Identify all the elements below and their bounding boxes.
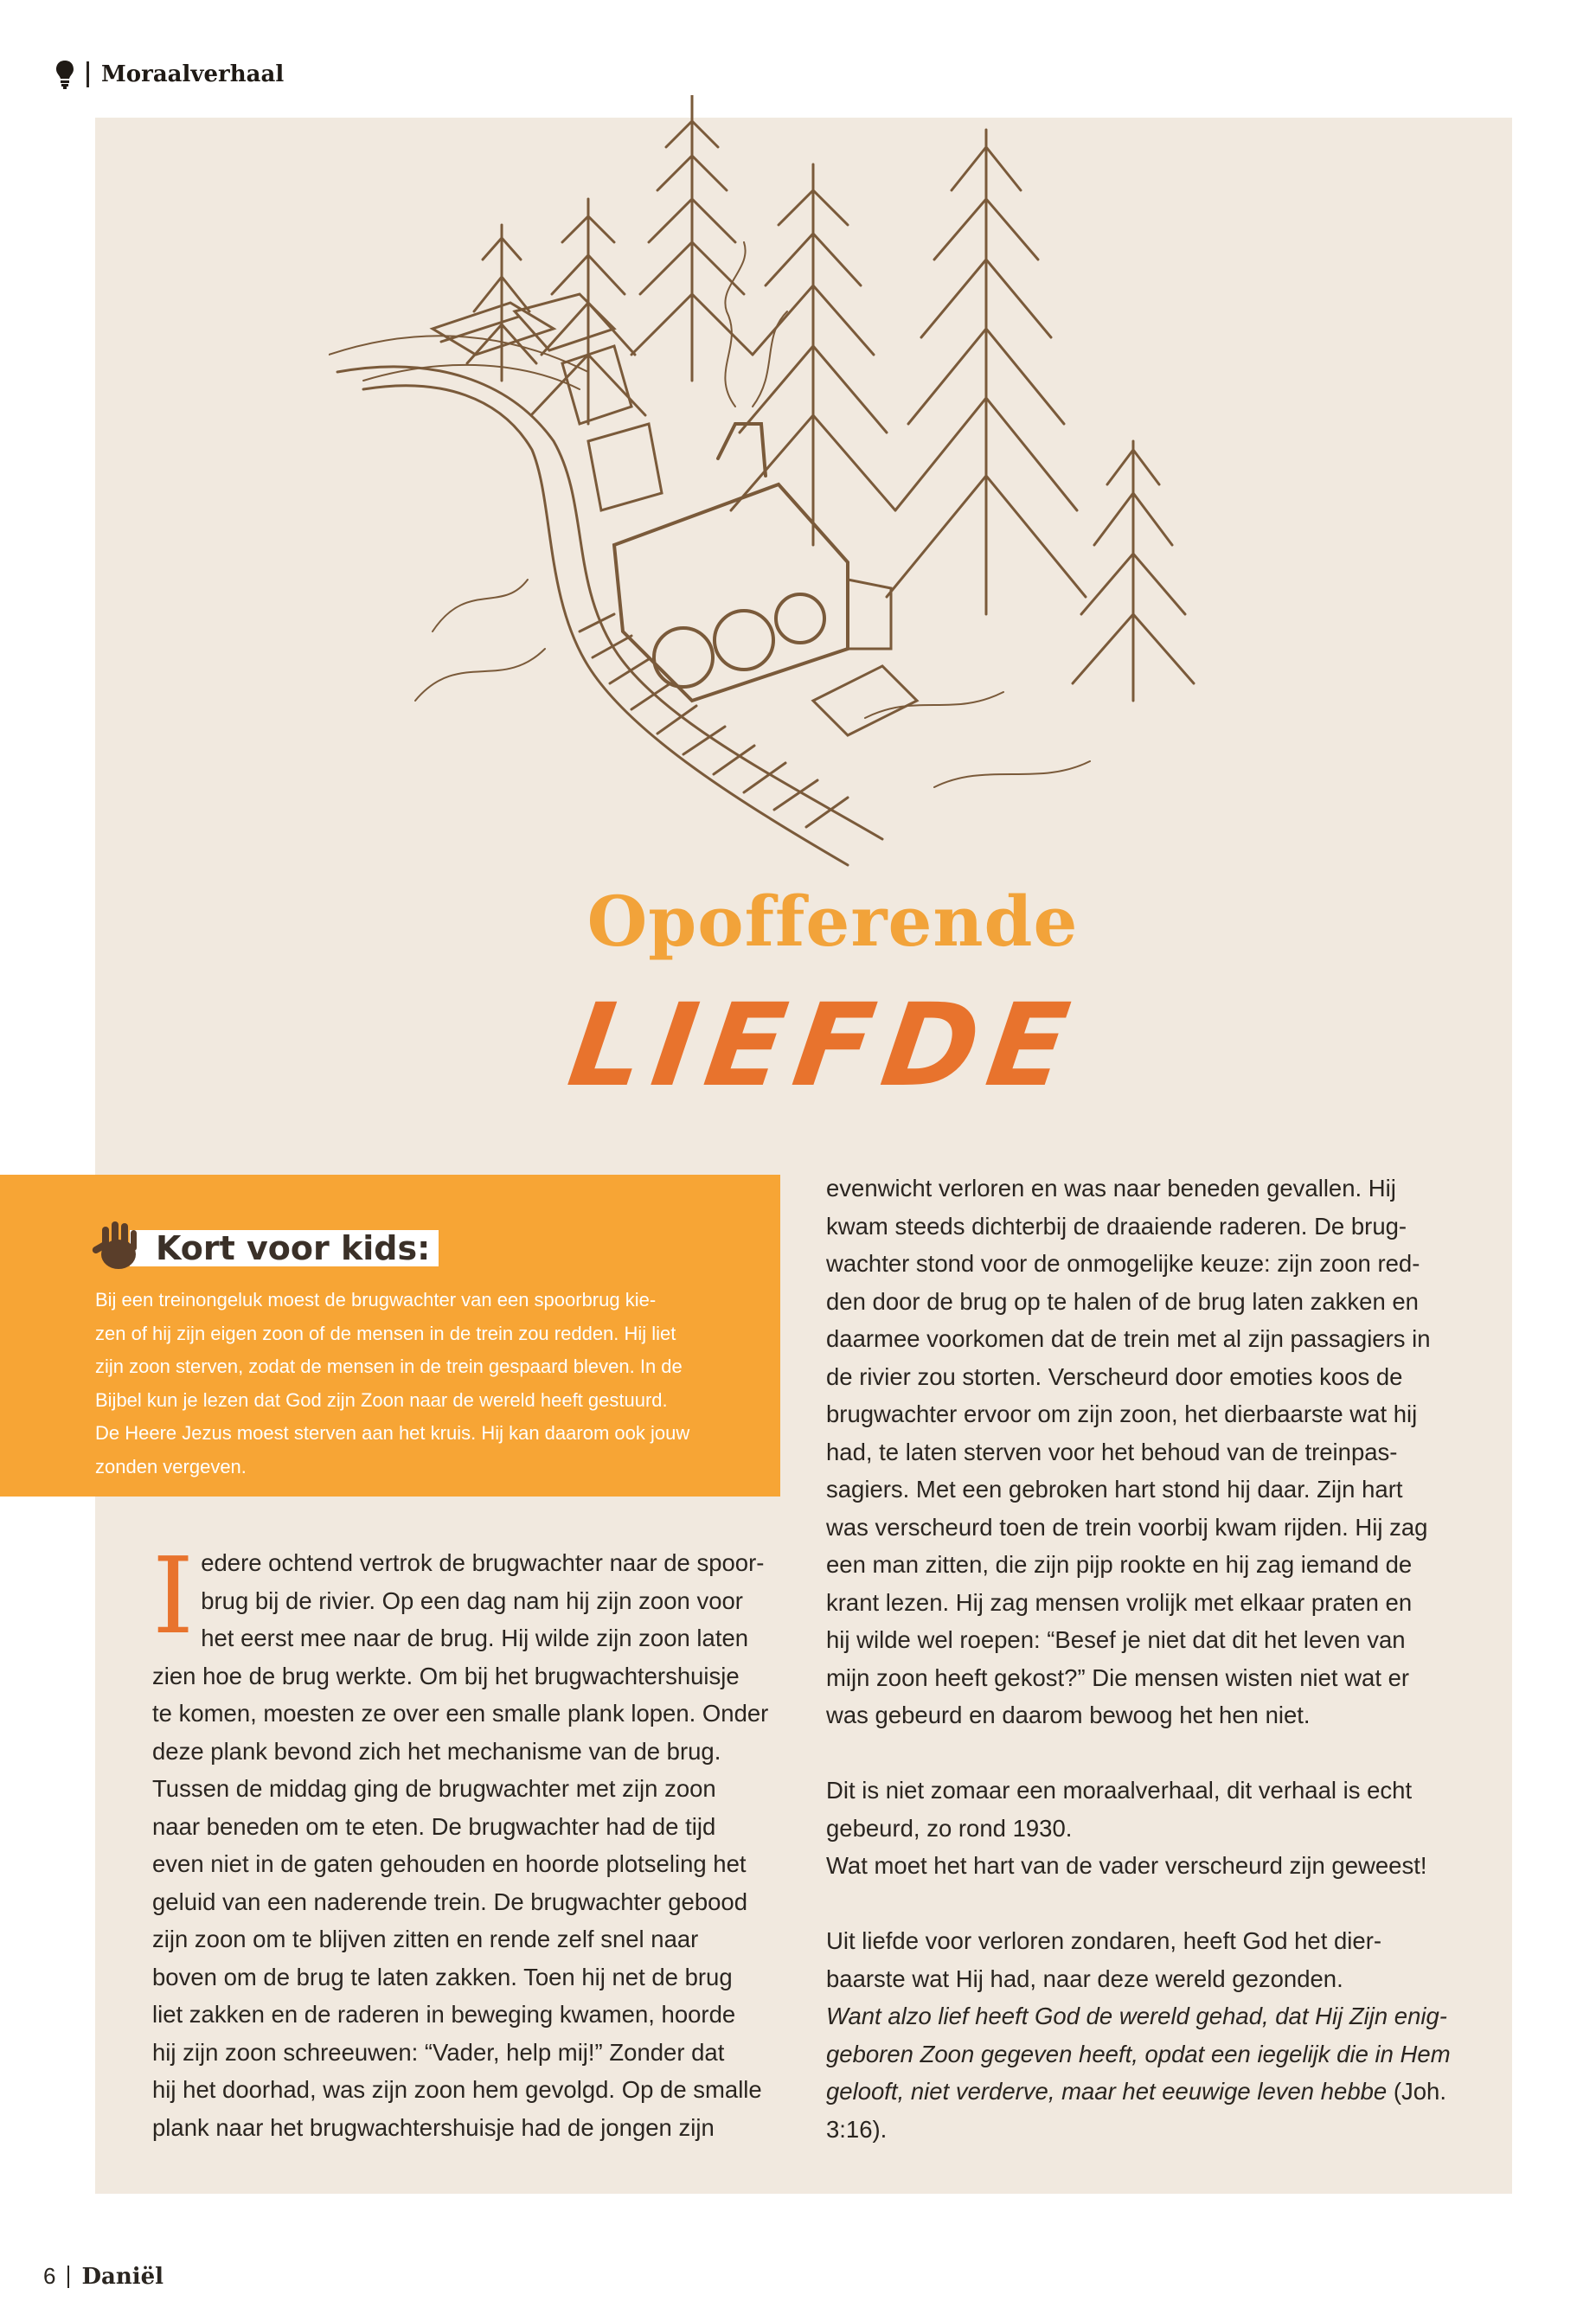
story-line: naar beneden om te eten. De brugwachter had de tijd [152, 1812, 716, 1840]
quote-reference-end: 3:16). [826, 2115, 888, 2143]
magazine-name: Daniël [81, 2263, 164, 2290]
story-line: edere ochtend vertrok de brugwachter naar de spoor- [201, 1549, 765, 1576]
story-line: den door de brug op te halen of de brug laten zakken en [826, 1287, 1419, 1315]
kids-text-line: zonden vergeven. [95, 1455, 247, 1477]
story-line: Tussen de middag ging de brugwachter met zijn zoon [152, 1775, 716, 1802]
kids-box-title: Kort voor kids: [130, 1230, 439, 1266]
quote-reference: (Joh. [1387, 2078, 1446, 2105]
section-title: Moraalverhaal [101, 61, 285, 87]
bible-quote-line: geboren Zoon gegeven heeft, opdat een iegelijk die in Hem [826, 2040, 1451, 2067]
page-header [55, 57, 284, 92]
story-line: kwam steeds dichterbij de draaiende raderen. De brug- [826, 1212, 1407, 1240]
story-line: had, te laten sterven voor het behoud van de treinpas- [826, 1438, 1398, 1465]
story-line: gebeurd, zo rond 1930. [826, 1814, 1073, 1842]
story-line: deze plank bevond zich het mechanisme van de brug. [152, 1737, 721, 1765]
story-line: wachter stond voor de onmogelijke keuze: zijn zoon red- [826, 1250, 1420, 1277]
kids-text-line: zijn zoon sterven, zodat de mensen in de trein gespaard bleven. In de [95, 1356, 683, 1377]
story-line: krant lezen. Hij zag mensen vrolijk met elkaar praten en [826, 1588, 1413, 1616]
page-footer [43, 2263, 163, 2290]
story-line: hij wilde wel roepen: “Besef je niet dat dit het leven van [826, 1626, 1406, 1653]
drop-cap: I [152, 1535, 195, 1657]
kids-text-line: De Heere Jezus moest sterven aan het kruis. Hij kan daarom ook jouw [95, 1422, 690, 1444]
story-line: zien hoe de brug werkte. Om bij het brugwachtershuisje [152, 1662, 740, 1689]
story-line: mijn zoon heeft gekost?” Die mensen wisten niet wat er [826, 1663, 1410, 1691]
story-line: zijn zoon om te blijven zitten en rende zelf snel naar [152, 1926, 699, 1952]
header-divider [87, 61, 89, 87]
story-line: evenwicht verloren en was naar beneden gevallen. Hij [826, 1175, 1396, 1202]
kids-text-line: Bij een treinongeluk moest de brugwachter van een spoorbrug kie- [95, 1289, 657, 1311]
steam-train-forest-illustration [329, 95, 1246, 874]
lightbulb-icon [55, 60, 74, 89]
footer-divider [67, 2266, 69, 2288]
story-line: Uit liefde voor verloren zondaren, heeft God het dier- [826, 1927, 1382, 1954]
bible-quote-line: gelooft, niet verderve, maar het eeuwige leven hebbe (Joh. [826, 2078, 1446, 2105]
story-line: plank naar het brugwachtershuisje had de jongen zijn [152, 2113, 715, 2141]
story-line: Dit is niet zomaar een moraalverhaal, dit verhaal is echt [826, 1777, 1413, 1804]
story-line: een man zitten, die zijn pijp rookte en hij zag iemand de [826, 1551, 1413, 1578]
kids-box-text [95, 1284, 735, 1484]
story-line: hij het doorhad, was zijn zoon hem gevolgd. Op de smalle [152, 2076, 762, 2103]
story-line: was verscheurd toen de trein voorbij kwam rijden. Hij zag [826, 1513, 1428, 1541]
paragraph-gap [826, 1734, 1462, 1772]
story-line: geluid van een naderende trein. De brugwachter gebood [152, 1888, 747, 1915]
story-line: brug bij de rivier. Op een dag nam hij zijn zoon voor [201, 1586, 743, 1614]
kids-text-line: Bijbel kun je lezen dat God zijn Zoon naar de wereld heeft gestuurd. [95, 1388, 668, 1411]
story-line: was gebeurd en daarom bewoog het hen niet. [826, 1702, 1311, 1728]
kids-box-heading [90, 1220, 728, 1272]
story-line: brugwachter ervoor om zijn zoon, het dierbaarste wat hij [826, 1400, 1418, 1427]
story-line: even niet in de gaten gehouden en hoorde plotseling het [152, 1850, 747, 1877]
page-number: 6 [43, 2263, 56, 2289]
handprint-icon [90, 1220, 147, 1272]
story-line: hij zijn zoon schreeuwen: “Vader, help mij!” Zonder dat [152, 2038, 725, 2066]
story-line: liet zakken en de raderen in beweging kwamen, hoorde [152, 2001, 736, 2028]
story-line: te komen, moesten ze over een smalle plank lopen. Onder [152, 1700, 769, 1727]
title-line-2: LIEFDE [561, 979, 1086, 1112]
paragraph-gap [826, 1885, 1462, 1923]
story-line: het eerst mee naar de brug. Hij wilde zijn zoon laten [201, 1625, 749, 1651]
kids-text-line: zen of hij zijn eigen zoon of de mensen in de trein zou redden. Hij liet [95, 1322, 676, 1344]
story-column-left [152, 1535, 784, 2146]
story-line: Wat moet het hart van de vader verscheurd zijn geweest! [826, 1852, 1427, 1879]
bible-quote-line: Want alzo lief heeft God de wereld gehad, dat Hij Zijn enig- [826, 2003, 1447, 2029]
story-line: daarmee voorkomen dat de trein met al zijn passagiers in [826, 1325, 1431, 1352]
title-line-1: Opofferende [586, 881, 1079, 962]
story-column-right [826, 1170, 1462, 2148]
story-line: boven om de brug te laten zakken. Toen hij net de brug [152, 1963, 733, 1990]
kids-summary-box [0, 1175, 780, 1497]
story-line: de rivier zou storten. Verscheurd door emoties koos de [826, 1362, 1403, 1390]
story-line: sagiers. Met een gebroken hart stond hij daar. Zijn hart [826, 1476, 1403, 1503]
story-line: baarste wat Hij had, naar deze wereld gezonden. [826, 1965, 1343, 1992]
